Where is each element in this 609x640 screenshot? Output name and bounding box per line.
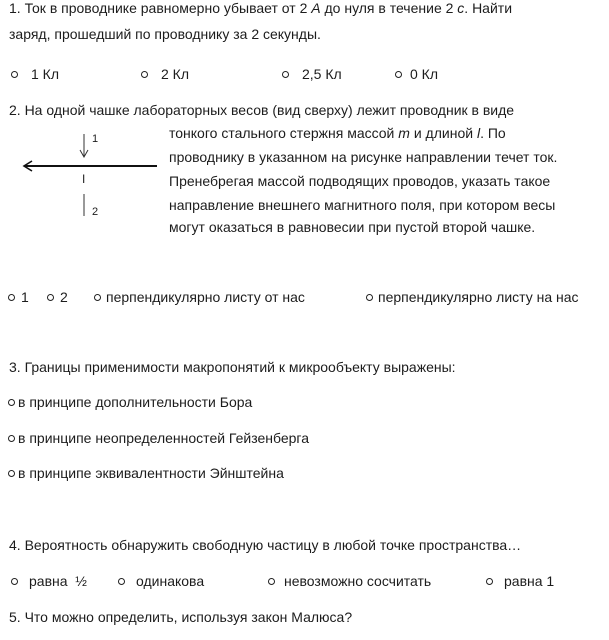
radio-icon[interactable]: [395, 71, 402, 78]
q1-text-c: . Найти: [464, 0, 513, 16]
radio-icon[interactable]: [486, 578, 493, 585]
q2-text-b: и длиной: [409, 125, 477, 141]
q1-unit-seconds: с: [457, 0, 465, 16]
q4-option-4[interactable]: [486, 571, 554, 591]
q4-option-2[interactable]: [118, 571, 204, 591]
radio-icon[interactable]: [94, 294, 101, 301]
q2-option-1[interactable]: [8, 287, 29, 307]
q2-option-4[interactable]: [366, 287, 579, 307]
q3-option-label: в принципе эквивалентности Эйнштейна: [18, 465, 284, 481]
q1-text-line1: [9, 0, 512, 18]
q2-option-label: 1: [21, 289, 29, 305]
q3-option-label: в принципе дополнительности Бора: [18, 394, 253, 410]
q1-option-label: 0 Кл: [410, 66, 438, 82]
q2-option-label: перпендикулярно листу на нас: [378, 289, 579, 305]
q1-text-line2: заряд, прошедший по проводнику за 2 секунды.: [9, 26, 321, 42]
q1-option-3[interactable]: [282, 64, 342, 84]
q2-text-line6: могут оказаться в равновесии при пустой второй чашке.: [169, 219, 536, 235]
q1-option-label: 2,5 Кл: [302, 66, 342, 82]
radio-icon[interactable]: [282, 71, 289, 78]
q1-option-label: 2 Кл: [161, 66, 189, 82]
q4-option-label: одинакова: [136, 573, 205, 589]
q3-text: 3. Границы применимости макропонятий к микрообъекту выражены:: [9, 359, 456, 375]
q2-figure: [0, 128, 160, 228]
q2-figure-label-1: 1: [92, 133, 99, 145]
q1-text-a: 1. Ток в проводнике равномерно убывает от 2: [9, 0, 312, 16]
radio-icon[interactable]: [8, 435, 15, 442]
q3-option-label: в принципе неопределенностей Гейзенберга: [18, 430, 309, 446]
radio-icon[interactable]: [366, 294, 373, 301]
q3-option-1[interactable]: [8, 392, 252, 412]
q1-option-1[interactable]: [11, 64, 59, 84]
q1-option-4[interactable]: [395, 64, 438, 84]
q2-option-label: 2: [60, 289, 68, 305]
q4-option-label: равна 1: [504, 573, 555, 589]
radio-icon[interactable]: [47, 294, 54, 301]
q2-text-line2: [169, 123, 506, 143]
radio-icon[interactable]: [118, 578, 125, 585]
q2-option-3[interactable]: [94, 287, 305, 307]
q4-option-label: равна ½: [29, 573, 87, 589]
q2-var-mass: m: [398, 125, 410, 141]
q3-option-3[interactable]: [8, 463, 284, 483]
q4-option-1[interactable]: [11, 571, 87, 591]
q2-figure-label-2: 2: [92, 206, 99, 218]
q2-text-a: тонкого стального стержня массой: [169, 125, 399, 141]
q4-option-3[interactable]: [268, 571, 431, 591]
q2-text-line1: 2. На одной чашке лабораторных весов (вид сверху) лежит проводник в виде: [9, 102, 515, 118]
q2-text-line4: Пренебрегая массой подводящих проводов, указать такое: [169, 173, 551, 189]
q2-option-2[interactable]: [47, 287, 68, 307]
q1-option-2[interactable]: [141, 64, 189, 84]
q2-text-c: . По: [480, 125, 506, 141]
q2-text-line5: направление внешнего магнитного поля, при котором весы: [169, 197, 556, 213]
q4-text: 4. Вероятность обнаружить свободную частицу в любой точке пространства…: [9, 537, 522, 553]
q3-option-2[interactable]: [8, 428, 309, 448]
q2-option-label: перпендикулярно листу от нас: [106, 289, 305, 305]
radio-icon[interactable]: [141, 71, 148, 78]
radio-icon[interactable]: [11, 71, 18, 78]
q1-text-b: до нуля в течение 2: [320, 0, 458, 16]
radio-icon[interactable]: [268, 578, 275, 585]
q2-var-length: l: [476, 125, 481, 141]
q2-text-line3: проводнику в указанном на рисунке направлении течет ток.: [169, 149, 558, 165]
radio-icon[interactable]: [8, 399, 15, 406]
radio-icon[interactable]: [8, 470, 15, 477]
q1-option-label: 1 Кл: [31, 66, 59, 82]
q2-figure-label-I: I: [82, 172, 86, 186]
q5-text: 5. Что можно определить, используя закон Малюса?: [9, 609, 353, 625]
q1-var-current: А: [311, 0, 321, 16]
radio-icon[interactable]: [11, 578, 18, 585]
q4-option-label: невозможно сосчитать: [284, 573, 432, 589]
radio-icon[interactable]: [8, 294, 15, 301]
